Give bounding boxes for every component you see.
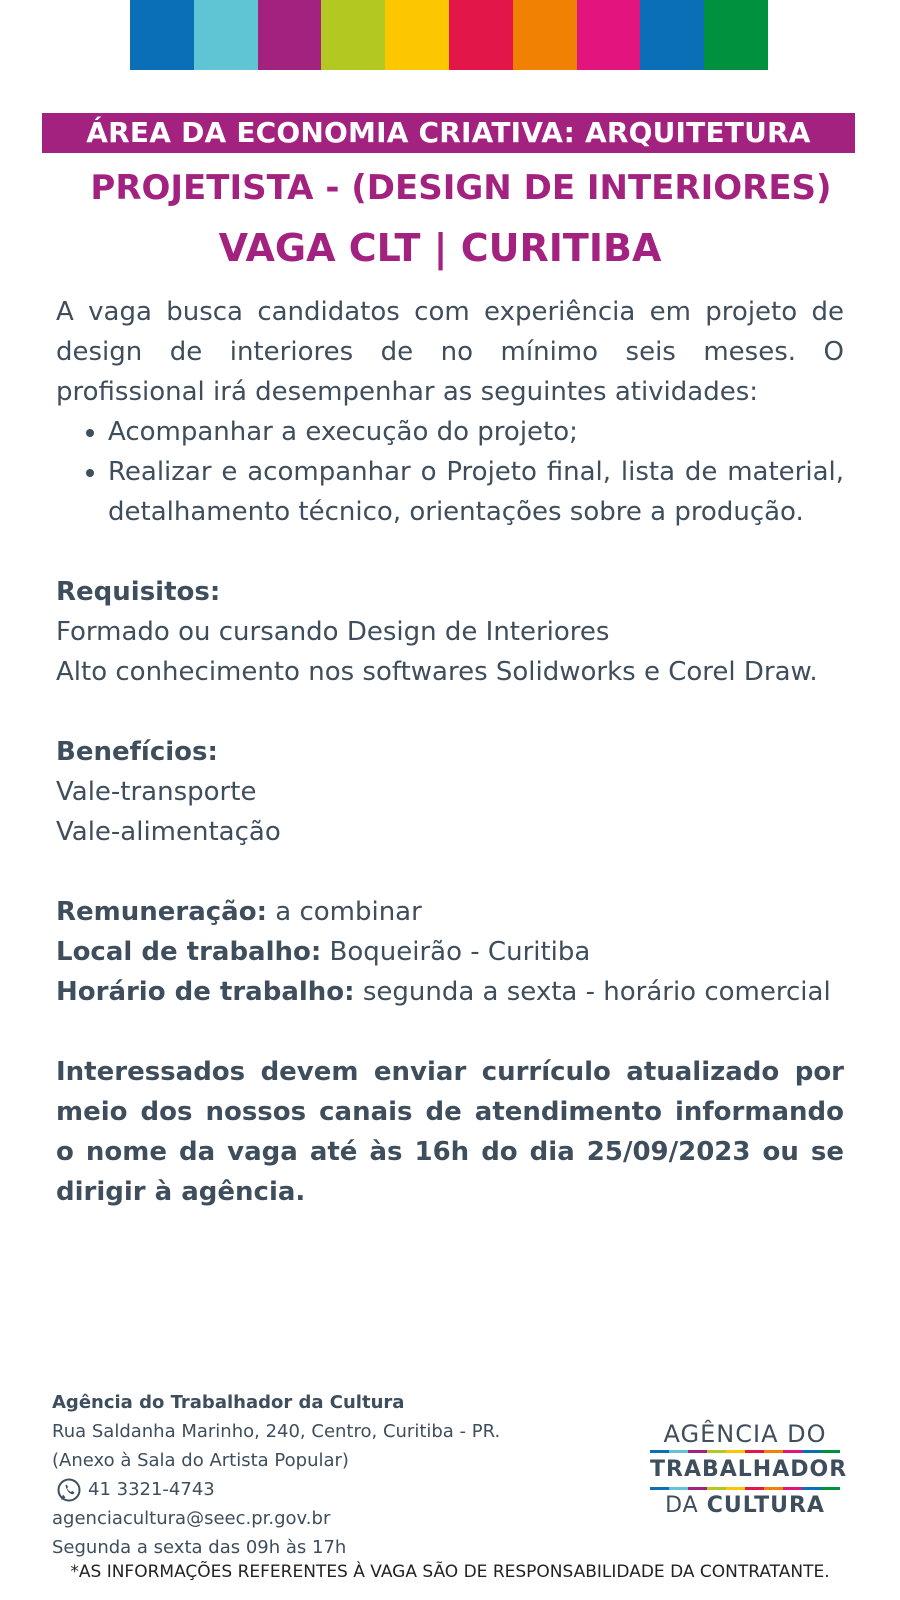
- logo-rainbow-bar: [650, 1487, 840, 1490]
- contact-info: [52, 1388, 612, 1562]
- whatsapp-icon: [56, 1477, 82, 1503]
- logo-bar-segment: [688, 1487, 707, 1490]
- logo-line-3: [650, 1492, 840, 1520]
- logo-line-3-bold: CULTURA: [706, 1493, 825, 1518]
- logo-rainbow-bar: [650, 1450, 840, 1453]
- logo-bar-segment: [726, 1487, 745, 1490]
- job-subtitle: VAGA CLT | CURITIBA: [218, 226, 662, 270]
- location-value: Boqueirão - Curitiba: [321, 937, 591, 967]
- call-to-action: Interessados devem enviar currículo atualizado por meio dos nossos canais de atendimento informando o nome da vaga até às 16h do dia 25/09/2023 ou se dirigir à agência.: [56, 1057, 844, 1207]
- logo-line-1: AGÊNCIA DO: [663, 1420, 827, 1448]
- hours-row: [56, 972, 844, 1012]
- org-name: Agência do Trabalhador da Cultura: [52, 1392, 405, 1413]
- stripe: [704, 0, 768, 70]
- list-item: • Realizar e acompanhar o Projeto final, lista de material, detalhamento técnico, orientações sobre a produção.: [108, 452, 844, 532]
- logo-bar-segment: [650, 1450, 669, 1453]
- stripe: [577, 0, 641, 70]
- stripe: [385, 0, 449, 70]
- requirement-item: Alto conhecimento nos softwares Solidworks e Corel Draw.: [56, 657, 818, 687]
- color-stripes: [130, 0, 768, 70]
- benefit-item: Vale-transporte: [56, 777, 257, 807]
- logo-line-2: TRABALHADOR: [650, 1457, 848, 1482]
- benefits-heading: Benefícios:: [56, 737, 218, 767]
- salary-row: [56, 892, 844, 932]
- logo-bar-segment: [688, 1450, 707, 1453]
- job-intro: A vaga busca candidatos com experiência em projeto de design de interiores de no mínimo seis meses. O profissional irá desempenhar as seguintes atividades:: [56, 297, 844, 407]
- logo-bar-segment: [764, 1487, 783, 1490]
- logo-bar-segment: [669, 1450, 688, 1453]
- logo-line-3-prefix: DA: [665, 1493, 707, 1518]
- logo-bar-segment: [650, 1487, 669, 1490]
- location-label: Local de trabalho:: [56, 937, 322, 967]
- stripe: [513, 0, 577, 70]
- job-title: PROJETISTA - (DESIGN DE INTERIORES): [90, 168, 832, 208]
- logo-bar-segment: [821, 1487, 840, 1490]
- logo-bar-segment: [726, 1450, 745, 1453]
- phone-row: [52, 1475, 612, 1504]
- requirement-item: Formado ou cursando Design de Interiores: [56, 617, 610, 647]
- address: Rua Saldanha Marinho, 240, Centro, Curitiba - PR.: [52, 1421, 501, 1442]
- logo-bar-segment: [764, 1450, 783, 1453]
- logo-bar-segment: [802, 1450, 821, 1453]
- email-link[interactable]: agenciacultura@seec.pr.gov.br: [52, 1508, 331, 1529]
- logo-bar-segment: [783, 1450, 802, 1453]
- agency-logo: [650, 1420, 848, 1520]
- office-hours: Segunda a sexta das 09h às 17h: [52, 1537, 347, 1558]
- address-annex: (Anexo à Sala do Artista Popular): [52, 1450, 349, 1471]
- logo-bar-segment: [669, 1487, 688, 1490]
- hours-value: segunda a sexta - horário comercial: [354, 977, 831, 1007]
- logo-bar-segment: [707, 1487, 726, 1490]
- stripe: [130, 0, 194, 70]
- stripe: [258, 0, 322, 70]
- logo-bar-segment: [745, 1450, 764, 1453]
- disclaimer: *AS INFORMAÇÕES REFERENTES À VAGA SÃO DE RESPONSABILIDADE DA CONTRATANTE.: [70, 1562, 830, 1582]
- logo-bar-segment: [707, 1450, 726, 1453]
- logo-bar-segment: [802, 1487, 821, 1490]
- stripe: [194, 0, 258, 70]
- hours-label: Horário de trabalho:: [56, 977, 355, 1007]
- list-item: • Acompanhar a execução do projeto;: [108, 412, 844, 452]
- activities-list: [56, 412, 844, 532]
- requirements-heading: Requisitos:: [56, 577, 221, 607]
- stripe: [321, 0, 385, 70]
- area-title: ÁREA DA ECONOMIA CRIATIVA: ARQUITETURA: [42, 113, 855, 153]
- logo-bar-segment: [821, 1450, 840, 1453]
- location-row: [56, 932, 844, 972]
- salary-label: Remuneração:: [56, 897, 267, 927]
- job-content: [56, 292, 844, 1212]
- logo-bar-segment: [745, 1487, 764, 1490]
- benefit-item: Vale-alimentação: [56, 817, 281, 847]
- phone-number[interactable]: 41 3321-4743: [88, 1479, 215, 1500]
- logo-bar-segment: [783, 1487, 802, 1490]
- stripe: [640, 0, 704, 70]
- salary-value: a combinar: [266, 897, 422, 927]
- stripe: [449, 0, 513, 70]
